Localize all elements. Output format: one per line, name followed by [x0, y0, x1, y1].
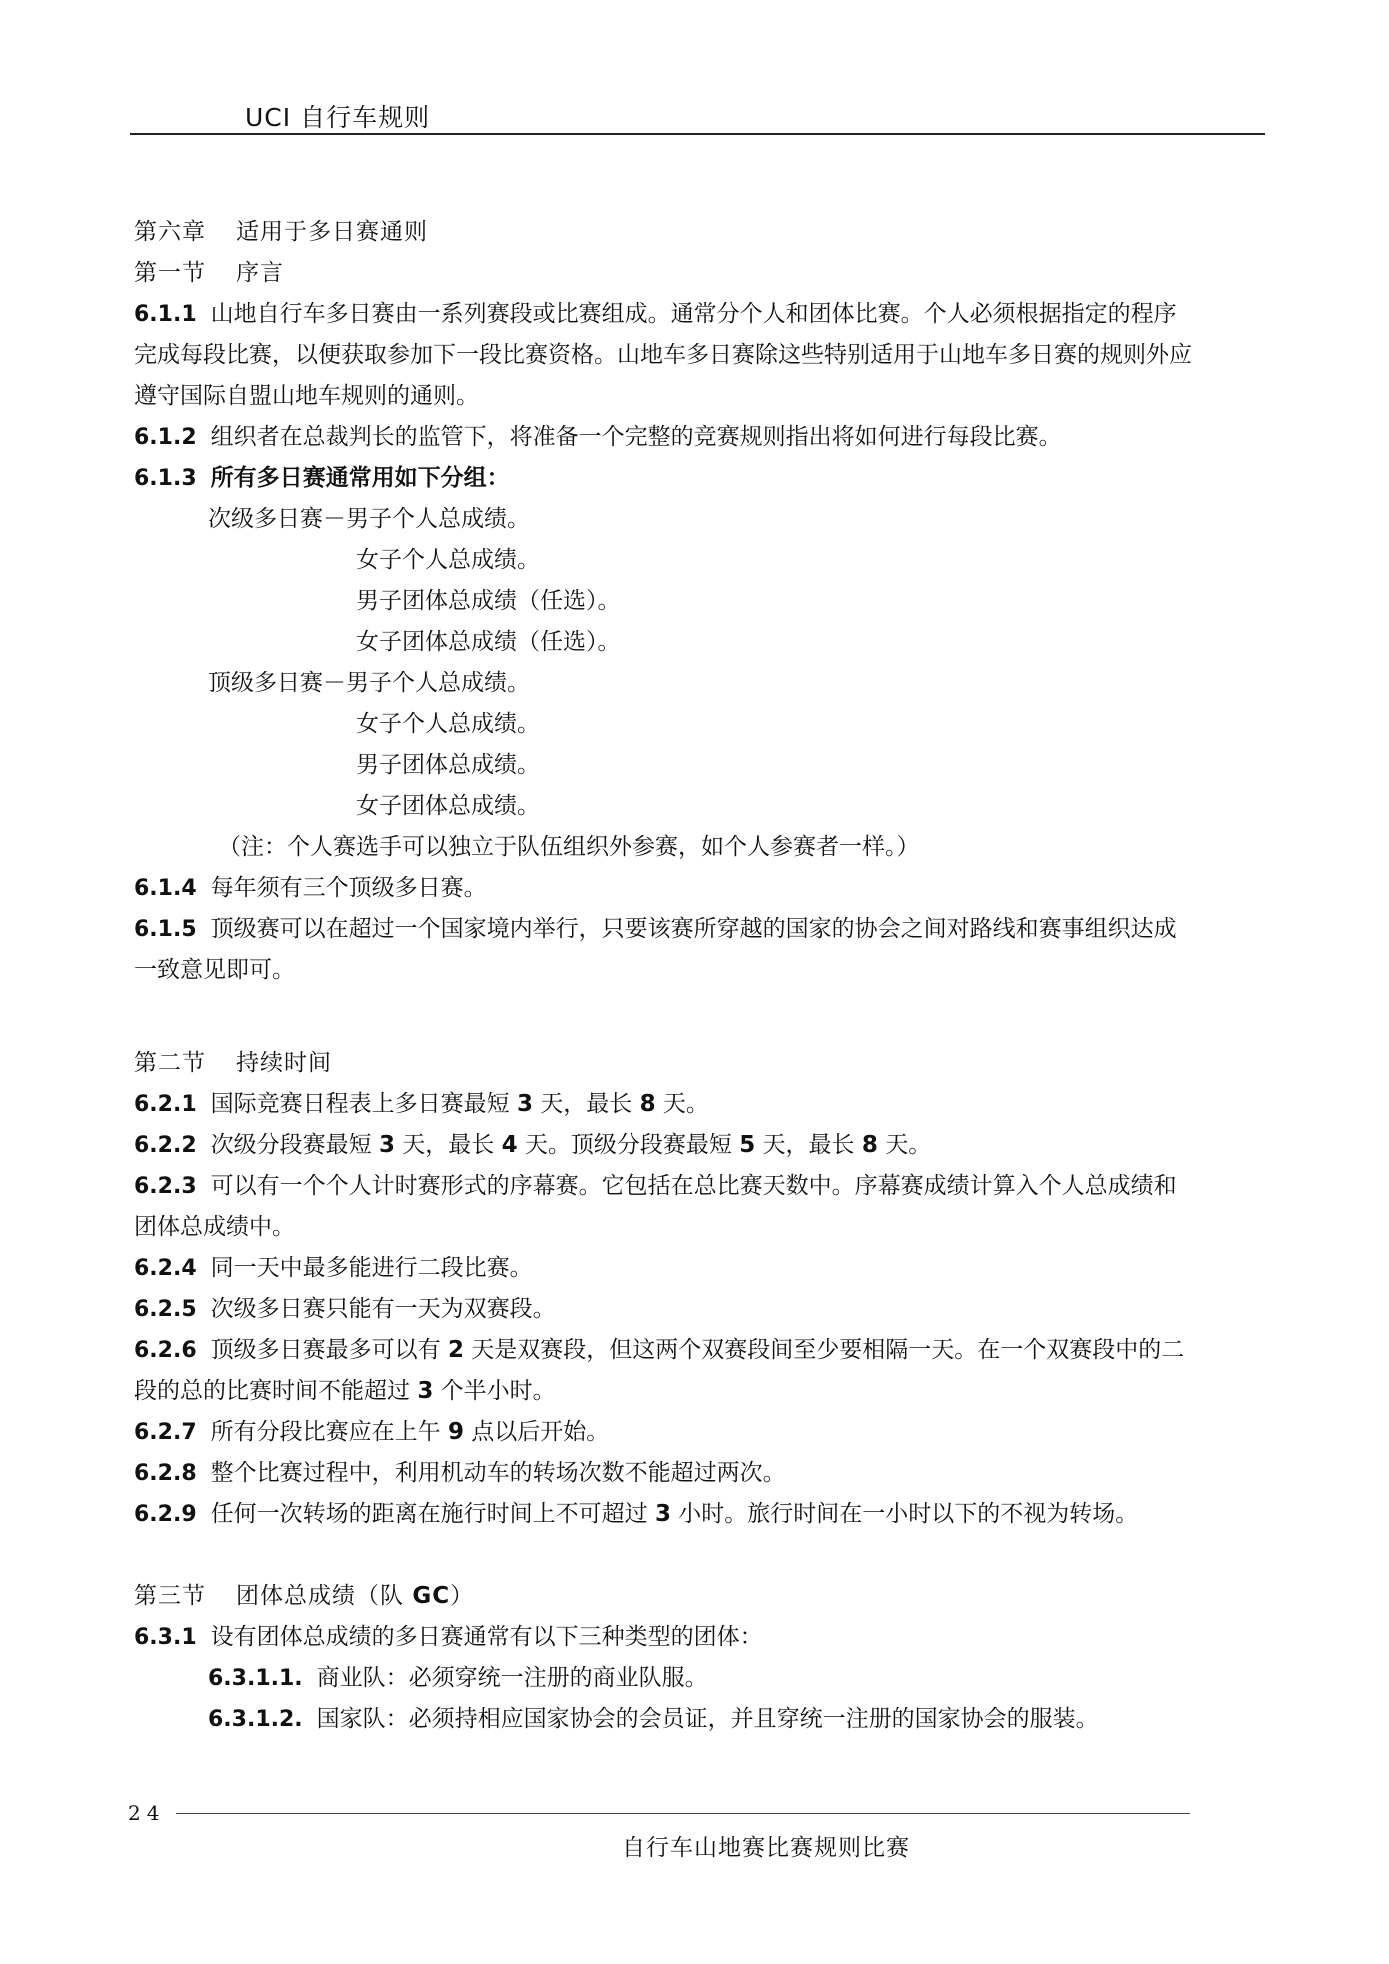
clause-text: 设有团体总成绩的多日赛通常有以下三种类型的团体： [210, 1624, 763, 1650]
clause-6-3-1-1 [134, 1658, 1264, 1699]
clause-text: 次级多日赛只能有一天为双赛段。 [210, 1296, 556, 1322]
bold-number: 3 [417, 1378, 434, 1404]
clause-6-2-3-cont [134, 1207, 1264, 1248]
clause-text: 国家队：必须持相应国家协会的会员证，并且穿统一注册的国家协会的服装。 [316, 1706, 1099, 1732]
clause-text: 段的总的比赛时间不能超过 [134, 1378, 418, 1404]
clause-6-2-6 [134, 1330, 1264, 1371]
clause-text: 天，最长 [532, 1091, 640, 1117]
clause-6-2-6-cont [134, 1371, 1264, 1412]
clause-text: 可以有一个个人计时赛形式的序幕赛。它包括在总比赛天数中。序幕赛成绩计算入个人总成绩和 [210, 1173, 1177, 1199]
clause-number: 6.2.4 [134, 1256, 197, 1281]
clause-text: 遵守国际自盟山地车规则的通则。 [134, 383, 479, 409]
category-lead-top: 顶级多日赛－男子个人总成绩。 [208, 670, 530, 696]
clause-6-2-7 [134, 1412, 1264, 1453]
bold-number: 3 [654, 1501, 671, 1527]
bold-number: 9 [447, 1419, 464, 1445]
clause-number: 6.1.1 [134, 302, 197, 327]
clause-text: 顶级赛可以在超过一个国家境内举行，只要该赛所穿越的国家的协会之间对路线和赛事组织达成 [210, 916, 1177, 942]
category-item: 女子团体总成绩。 [356, 793, 540, 819]
clause-text: 顶级多日赛最多可以有 [210, 1337, 448, 1363]
header-rule [130, 133, 1265, 135]
clause-6-1-1-cont [134, 376, 1264, 417]
bold-number: 2 [447, 1337, 464, 1363]
section-title: 团体总成绩（队 [236, 1583, 413, 1609]
clause-text: 所有分段比赛应在上午 [210, 1419, 448, 1445]
bold-number: 5 [739, 1132, 756, 1158]
section-heading-2 [134, 1043, 1264, 1084]
section-label: 第三节 [134, 1583, 206, 1609]
clause-6-1-1 [134, 294, 1264, 335]
section-label: 第二节 [134, 1050, 206, 1076]
clause-6-2-5 [134, 1289, 1264, 1330]
footer-title: 自行车山地赛比赛规则比赛 [622, 1835, 910, 1861]
bold-number: 3 [378, 1132, 395, 1158]
page-number: 24 [128, 1801, 166, 1825]
clause-6-1-5 [134, 909, 1264, 950]
chapter-heading [134, 212, 1264, 253]
clause-text: 同一天中最多能进行二段比赛。 [210, 1255, 533, 1281]
bold-number: 8 [639, 1091, 656, 1117]
clause-text: 天，最长 [394, 1132, 502, 1158]
clause-text: 整个比赛过程中，利用机动车的转场次数不能超过两次。 [210, 1460, 786, 1486]
clause-6-3-1-2 [134, 1699, 1264, 1740]
section-heading-3 [134, 1576, 1264, 1617]
clause-6-1-3 [134, 458, 1264, 499]
clause-number: 6.1.2 [134, 425, 197, 450]
clause-text: 所有多日赛通常用如下分组： [210, 465, 510, 491]
clause-number: 6.2.7 [134, 1420, 197, 1445]
clause-number: 6.2.3 [134, 1174, 197, 1199]
clause-6-2-1 [134, 1084, 1264, 1125]
clause-text: 国际竞赛日程表上多日赛最短 [210, 1091, 517, 1117]
clause-text: 次级分段赛最短 [210, 1132, 379, 1158]
chapter-title: 适用于多日赛通则 [236, 219, 428, 245]
clause-6-2-3 [134, 1166, 1264, 1207]
category-lead-lower: 次级多日赛－男子个人总成绩。 [208, 506, 530, 532]
category-item: 女子个人总成绩。 [356, 547, 540, 573]
page-body [134, 212, 1264, 1740]
clause-number: 6.2.2 [134, 1133, 197, 1158]
section-title: 序言 [236, 260, 284, 286]
clause-text: 组织者在总裁判长的监管下，将准备一个完整的竞赛规则指出将如何进行每段比赛。 [210, 424, 1062, 450]
clause-number: 6.3.1.1. [208, 1666, 303, 1691]
clause-text: 一致意见即可。 [134, 957, 295, 983]
clause-text: 天。 [877, 1132, 932, 1158]
clause-text: 山地自行车多日赛由一系列赛段或比赛组成。通常分个人和团体比赛。个人必须根据指定的程序 [210, 301, 1177, 327]
category-item: 女子个人总成绩。 [356, 711, 540, 737]
category-item: 男子团体总成绩。 [356, 752, 540, 778]
clause-6-2-4 [134, 1248, 1264, 1289]
clause-6-1-5-cont [134, 950, 1264, 991]
section-title-end: ） [450, 1583, 475, 1609]
clause-text: 天。顶级分段赛最短 [517, 1132, 740, 1158]
clause-text: 小时。旅行时间在一小时以下的不视为转场。 [670, 1501, 1139, 1527]
section-title-bold: GC [412, 1583, 451, 1609]
bold-number: 3 [516, 1091, 533, 1117]
clause-text: 任何一次转场的距离在施行时间上不可超过 [210, 1501, 655, 1527]
clause-number: 6.2.6 [134, 1338, 197, 1363]
section-label: 第一节 [134, 260, 206, 286]
section-heading-1 [134, 253, 1264, 294]
clause-6-2-9 [134, 1494, 1264, 1535]
clause-text: 天是双赛段，但这两个双赛段间至少要相隔一天。在一个双赛段中的二 [463, 1337, 1185, 1363]
clause-number: 6.3.1 [134, 1625, 197, 1650]
category-note: （注：个人赛选手可以独立于队伍组织外参赛，如个人参赛者一样。） [218, 834, 920, 860]
footer-rule [176, 1813, 1190, 1814]
clause-text: 天。 [655, 1091, 709, 1117]
clause-6-3-1 [134, 1617, 1264, 1658]
clause-text: 天，最长 [755, 1132, 862, 1158]
section-title: 持续时间 [236, 1050, 332, 1076]
clause-text: 个半小时。 [433, 1378, 556, 1404]
clause-number: 6.2.1 [134, 1092, 197, 1117]
clause-6-2-2 [134, 1125, 1264, 1166]
clause-6-2-8 [134, 1453, 1264, 1494]
clause-text: 每年须有三个顶级多日赛。 [210, 875, 487, 901]
clause-number: 6.1.3 [134, 466, 197, 491]
clause-number: 6.3.1.2. [208, 1707, 303, 1732]
category-item: 男子团体总成绩（任选）。 [356, 588, 621, 614]
clause-6-1-4 [134, 868, 1264, 909]
clause-number: 6.1.5 [134, 917, 197, 942]
clause-text: 团体总成绩中。 [134, 1214, 295, 1240]
clause-text: 完成每段比赛，以便获取参加下一段比赛资格。山地车多日赛除这些特别适用于山地车多日赛的规则外应 [134, 342, 1192, 368]
bold-number: 4 [501, 1132, 518, 1158]
clause-text: 点以后开始。 [463, 1419, 610, 1445]
clause-6-1-2 [134, 417, 1264, 458]
category-item: 女子团体总成绩（任选）。 [356, 629, 621, 655]
clause-number: 6.2.5 [134, 1297, 197, 1322]
clause-text: 商业队：必须穿统一注册的商业队服。 [316, 1665, 708, 1691]
clause-number: 6.2.9 [134, 1502, 197, 1527]
clause-6-1-1-cont [134, 335, 1264, 376]
running-header-title: UCI 自行车规则 [245, 103, 431, 132]
clause-number: 6.2.8 [134, 1461, 197, 1486]
clause-number: 6.1.4 [134, 876, 197, 901]
chapter-label: 第六章 [134, 219, 206, 245]
bold-number: 8 [861, 1132, 878, 1158]
